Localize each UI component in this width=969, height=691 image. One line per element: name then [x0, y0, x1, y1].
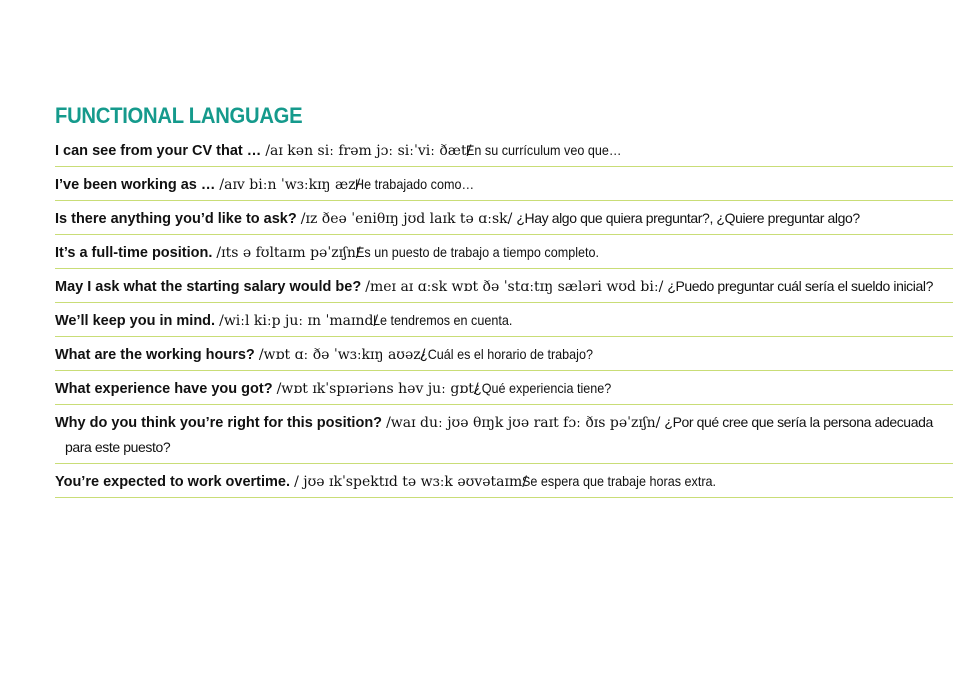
english-phrase: What experience have you got?	[55, 381, 273, 397]
spanish-translation: ¿Qué experiencia tiene?	[473, 380, 611, 396]
spanish-translation: ¿Por qué cree que sería la persona adecuada para este puesto?	[65, 414, 933, 455]
phrase-entry	[55, 235, 953, 269]
phrase-list	[55, 136, 953, 498]
ipa-transcription: /aɪv biːn ˈwɜːkɪŋ æz/	[219, 177, 361, 193]
spanish-translation: ¿Cuál es el horario de trabajo?	[420, 346, 594, 362]
ipa-transcription: /aɪ kən siː frəm jɔː siːˈviː ðæt/	[265, 143, 472, 159]
phrase-entry	[55, 337, 953, 371]
english-phrase: Why do you think you’re right for this position?	[55, 415, 383, 431]
phrase-entry	[55, 201, 953, 235]
english-phrase: I’ve been working as …	[55, 177, 216, 193]
english-phrase: You’re expected to work overtime.	[55, 474, 291, 490]
ipa-transcription: /waɪ duː jʊə θɪŋk jʊə raɪt fɔː ðɪs pəˈzɪʃn/	[386, 415, 661, 431]
spanish-translation: En su currículum veo que…	[466, 142, 622, 158]
spanish-translation: ¿Puedo preguntar cuál sería el sueldo inicial?	[667, 278, 933, 294]
functional-language-section	[55, 103, 953, 498]
spanish-translation: Es un puesto de trabajo a tiempo completo.	[355, 244, 599, 260]
phrase-entry	[55, 269, 953, 303]
ipa-transcription: /wɒt ɑː ðə ˈwɜːkɪŋ aʊəz/	[258, 347, 426, 363]
english-phrase: May I ask what the starting salary would be?	[55, 279, 362, 295]
ipa-transcription: /wiːl kiːp juː ɪn ˈmaɪnd/	[219, 313, 379, 329]
english-phrase: We’ll keep you in mind.	[55, 313, 216, 329]
ipa-transcription: / jʊə ɪkˈspektɪd tə wɜːk əʊvətaɪm/	[294, 474, 527, 490]
spanish-translation: Se espera que trabaje horas extra.	[521, 473, 717, 489]
ipa-transcription: /wɒt ɪkˈspɪəriəns həv juː gɒt/	[276, 381, 479, 397]
phrase-entry	[55, 405, 953, 464]
section-title: FUNCTIONAL LANGUAGE	[55, 103, 303, 128]
ipa-transcription: /ɪz ðeə ˈeniθɪŋ jʊd laɪk tə ɑːsk/	[300, 211, 513, 227]
phrase-entry	[55, 136, 953, 167]
ipa-transcription: /meɪ aɪ ɑːsk wɒt ðə ˈstɑːtɪŋ sæləri wʊd biː/	[365, 279, 664, 295]
phrase-entry	[55, 464, 953, 498]
english-phrase: I can see from your CV that …	[55, 143, 262, 159]
english-phrase: It’s a full-time position.	[55, 245, 213, 261]
spanish-translation: ¿Hay algo que quiera preguntar?, ¿Quiere preguntar algo?	[516, 210, 860, 226]
ipa-transcription: /ɪts ə fʊltaɪm pəˈzɪʃn/	[216, 245, 361, 261]
english-phrase: What are the working hours?	[55, 347, 255, 363]
english-phrase: Is there anything you’d like to ask?	[55, 211, 297, 227]
spanish-translation: Le tendremos en cuenta.	[373, 312, 513, 328]
phrase-entry	[55, 303, 953, 337]
phrase-entry	[55, 371, 953, 405]
phrase-entry	[55, 167, 953, 201]
spanish-translation: He trabajado como…	[355, 176, 475, 192]
